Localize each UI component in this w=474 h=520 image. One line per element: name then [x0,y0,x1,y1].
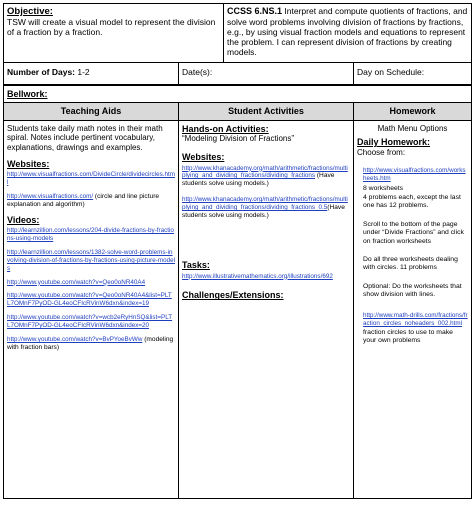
header-homework: Homework [354,103,472,121]
tasks-label: Tasks: [182,259,210,270]
header-teaching-aids: Teaching Aids [4,103,179,121]
hands-on-label: Hands-on Activities: [182,123,269,134]
days-label: Number of Days: [7,67,76,77]
homework-cell [354,120,472,498]
khan-link1-note: (Have students solve using models.) [182,172,335,188]
video-link[interactable]: http://www.youtube.com/watch?v=BvPYoeBvWw [7,335,143,343]
khan-link1-line [182,165,350,189]
schedule-cell [354,63,472,85]
homework-text-optional: Optional: Do the worksheets that show division with lines. [363,282,462,299]
student-activities-cell [179,120,354,498]
homework-mathdrills-line [357,312,468,346]
khan-link2-note: (Have students solve using models.) [182,204,345,220]
teaching-aids-cell [4,120,179,498]
website-visualfractions-note: (circle and line picture explanation and algorithm) [7,192,160,208]
bellwork-cell [4,85,472,103]
column-header-row [4,103,472,121]
homework-text-worksheets: 8 worksheets [363,185,404,193]
dates-cell [179,63,354,85]
teaching-aids-websites-label: Websites: [7,158,50,169]
ccss-code: CCSS 6.NS.1 [227,6,283,16]
homework-text-circles: Do all three worksheets dealing with circles. 11 problems [363,255,458,272]
khan-link-1[interactable]: http://www.khanacademy.org/math/arithmetic/fractions/multiplying_and_dividing_fractions/dividing_fractions [182,164,348,180]
student-websites-label: Websites: [182,151,225,162]
last-video-line [7,336,175,352]
schedule-label: Day on Schedule: [357,67,425,77]
objective-row [4,4,472,63]
main-content-row [4,120,472,498]
hands-on-text: “Modeling Division of Fractions” [182,134,295,144]
math-menu-options: Math Menu Options [377,123,448,133]
video-link[interactable]: http://www.youtube.com/watch?v=Qeo0oNR40A4&list=PLTL7OMnF7PyOD-GL4eoCFIcRVinW6dxn&index=19 [7,292,172,308]
video-link[interactable]: http://learnzillion.com/lessons/1382-solve-word-problems-involving-division-of-fractions-by-fractions-using-picture-models [7,248,175,272]
choose-from-text: Choose from: [357,147,406,157]
objective-cell [4,4,224,63]
homework-text-scroll: Scroll to the bottom of the page under “Divide Fractions” and click on fraction worksheets [363,220,464,245]
website-link-dividecircles[interactable]: http://www.visualfractions.com/DivideCircle/dividecircles.html [7,171,175,186]
ccss-text: Interpret and compute quotients of fractions, and solve word problems involving division of fractions by fractions, e.g., by using visual fraction models and equations to represent the problem. I can represent division of fractions by creating models. [227,6,468,57]
bellwork-row [4,85,472,103]
homework-worksheets-link[interactable]: http://www.visualfractions.com/worksheets.htm [363,167,466,183]
tasks-link[interactable]: http://www.illustrativemathematics.org/illustrations/692 [182,272,333,280]
days-cell [4,63,179,85]
homework-mathdrills-link[interactable]: http://www.math-drills.com/fractions/fraction_circles_noheaders_002.html [363,311,468,328]
objective-title: Objective: [7,6,53,17]
lesson-plan-table [3,3,472,499]
challenges-label: Challenges/Extensions: [182,290,284,301]
bellwork-label: Bellwork: [7,88,48,99]
dates-label: Date(s): [182,67,213,77]
teaching-aids-intro: Students take daily math notes in their math spiral. Notes include pertinent vocabulary, explanations, drawings and examples. [7,123,163,152]
video-link[interactable]: http://www.youtube.com/watch?v=wcb2eRyHnSQ&list=PLTL7OMnF7PyOD-GL4eoCFIcRVinW6dxn&index=20 [7,314,173,329]
header-student-activities: Student Activities [179,103,354,121]
objective-text: TSW will create a visual model to represent the division of a fraction by a fraction. [7,17,216,38]
ccss-cell [224,4,472,63]
website-visualfractions-line [7,193,175,209]
info-row [4,63,472,85]
daily-homework-label: Daily Homework: [357,137,431,148]
homework-text-problems: 4 problems each, except the last one has 12 problems. [363,193,461,210]
website-link-visualfractions[interactable]: http://www.visualfractions.com/ [7,192,94,200]
video-link[interactable]: http://learnzillion.com/lessons/204-divide-fractions-by-fractions-using-models [7,227,174,243]
khan-link2-line [182,196,350,220]
lesson-plan [3,3,471,517]
last-video-note: (modeling with fraction bars) [7,335,174,351]
videos-label: Videos: [7,214,40,225]
days-value: 1-2 [75,67,90,77]
video-link[interactable]: http://www.youtube.com/watch?v=Qeo0oNR40A4 [7,278,146,286]
homework-mathdrills-note: fraction circles to use to make your own problems [363,328,453,345]
khan-link-2[interactable]: http://www.khanacademy.org/math/arithmetic/fractions/multiplying_and_dividing_fractions/dividing_fractions_0.5 [182,196,348,212]
